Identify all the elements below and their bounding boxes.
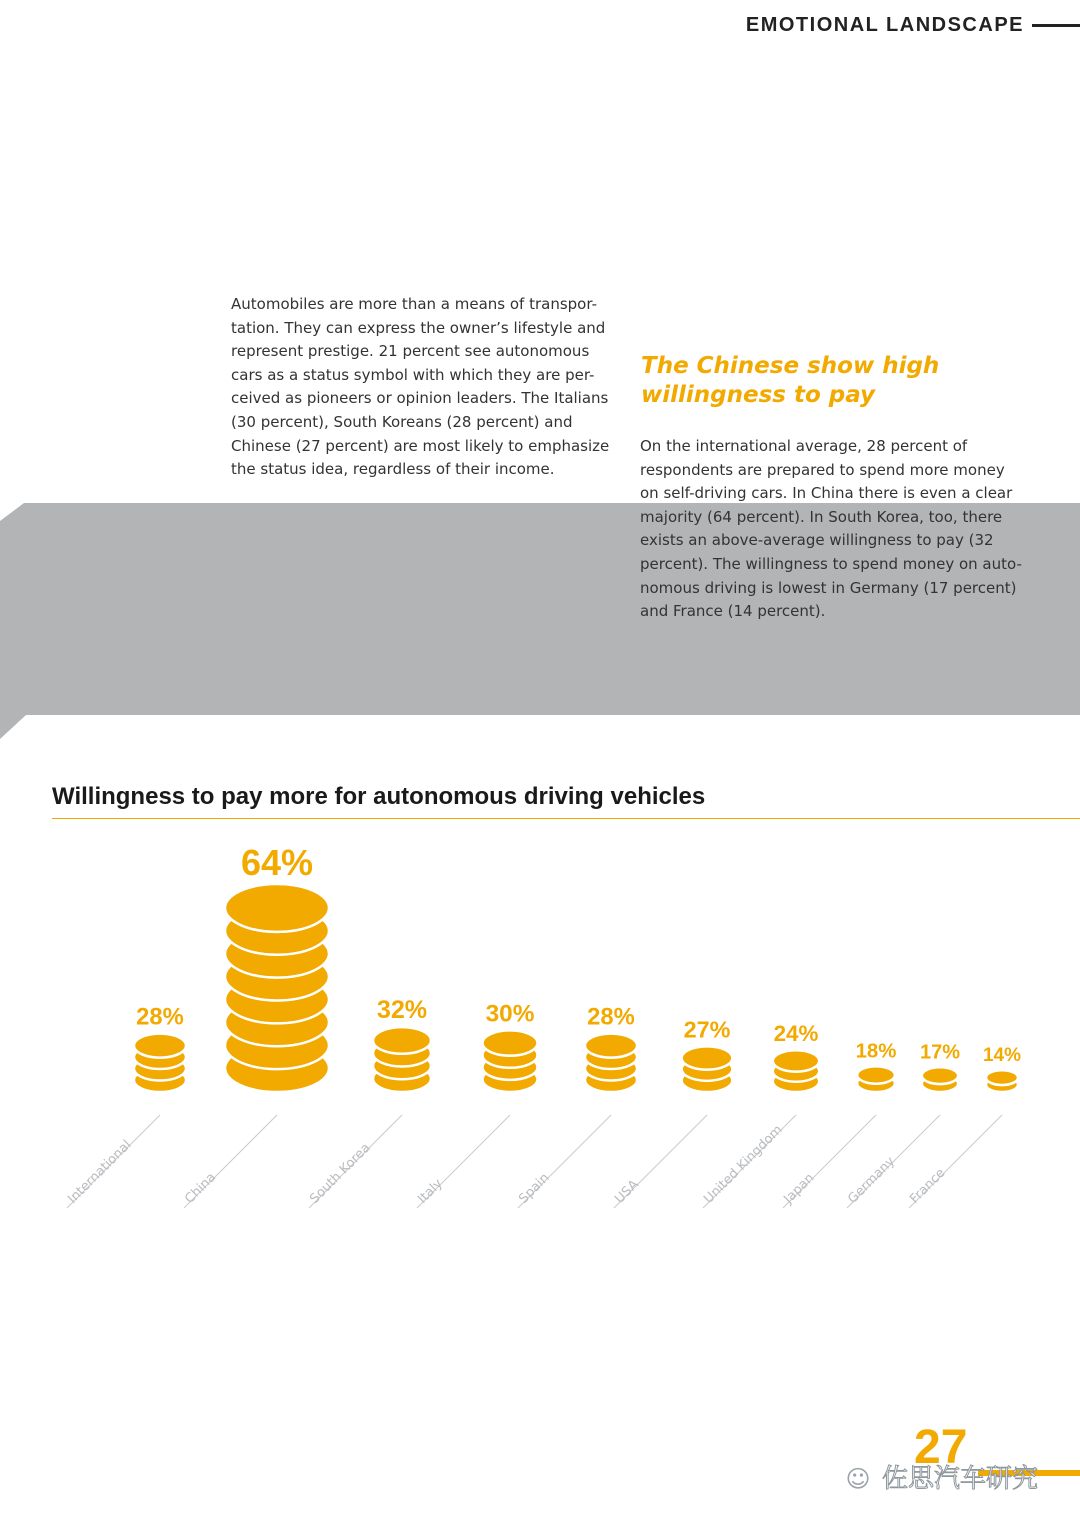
category-label: South Korea: [307, 1140, 374, 1207]
value-label: 64%: [240, 842, 314, 883]
value-label: 27%: [683, 1016, 731, 1043]
chart-title-rule: [52, 818, 1080, 819]
subheading: [641, 352, 1021, 410]
right-body-line: majority (64 percent). In South Korea, too, there: [640, 507, 1003, 526]
coin-chart: [0, 830, 1080, 1230]
right-body-line: on self-driving cars. In China there is even a clear: [640, 484, 1013, 503]
right-body-line: percent). The willingness to spend money on auto-: [640, 554, 1022, 573]
coin-top: [373, 1027, 431, 1054]
section-rule: [1032, 24, 1080, 27]
wechat-icon: ☺: [845, 1465, 871, 1493]
coin-top: [773, 1050, 819, 1071]
coin-stack: [225, 884, 329, 1092]
coin-stack: [857, 1066, 895, 1092]
coin-top: [922, 1067, 958, 1084]
value-label: 18%: [855, 1040, 897, 1063]
left-body-line: (30 percent), South Koreans (28 percent) and: [231, 412, 573, 431]
value-label: 14%: [982, 1045, 1022, 1067]
coin-top: [986, 1070, 1018, 1085]
gray-band-notch: [0, 715, 26, 739]
category-label: France: [907, 1165, 949, 1207]
coin-stack: [482, 1030, 537, 1092]
value-label: 28%: [587, 1003, 635, 1031]
left-body-line: cars as a status symbol with which they are per-: [231, 365, 595, 384]
chart-title: Willingness to pay more for autonomous driving vehicles: [52, 783, 706, 810]
left-body-line: tation. They can express the owner’s lifestyle and: [231, 318, 606, 337]
watermark: [840, 1460, 1050, 1500]
coin-top: [225, 884, 329, 932]
right-body-paragraph: [640, 435, 1035, 624]
coin-stack: [373, 1027, 431, 1092]
left-body-line: represent prestige. 21 percent see autonomous: [231, 342, 590, 361]
left-body-line: the status idea, regardless of their income.: [231, 460, 555, 479]
left-body-line: Automobiles are more than a means of transpor-: [231, 295, 597, 313]
coin-stack: [134, 1034, 186, 1092]
left-body-line: ceived as pioneers or opinion leaders. The Italians: [231, 389, 609, 408]
value-label: 24%: [773, 1021, 819, 1047]
page-number: 27: [914, 1421, 968, 1474]
category-label: China: [182, 1169, 220, 1207]
coin-stack: [773, 1050, 819, 1092]
value-label: 30%: [485, 1000, 535, 1028]
coin-stack: [922, 1067, 958, 1092]
category-label: USA: [612, 1177, 642, 1207]
coin-stack: [585, 1034, 637, 1092]
value-label: 32%: [376, 996, 428, 1025]
category-label: Germany: [845, 1153, 899, 1207]
coin-top: [585, 1034, 637, 1058]
category-label: Japan: [781, 1170, 818, 1207]
coin-top: [482, 1030, 537, 1055]
coin-top: [134, 1034, 186, 1058]
value-label: 28%: [136, 1003, 184, 1031]
right-body-line: and France (14 percent).: [640, 602, 826, 621]
category-label: International: [65, 1137, 135, 1207]
category-label: United Kingdom: [701, 1122, 786, 1207]
coin-top: [857, 1066, 895, 1083]
right-body-line: respondents are prepared to spend more money: [640, 460, 1005, 479]
watermark-text: 佐思汽车研究: [882, 1464, 1039, 1494]
section-title: EMOTIONAL LANDSCAPE: [745, 14, 1024, 36]
left-body-line: Chinese (27 percent) are most likely to emphasize: [231, 436, 610, 455]
category-label: Spain: [516, 1170, 553, 1207]
left-body-paragraph: [231, 293, 616, 482]
subheading-line: The Chinese show high: [641, 353, 940, 379]
subheading-line: willingness to pay: [641, 382, 876, 408]
category-label: Italy: [415, 1176, 446, 1207]
coin-top: [682, 1046, 733, 1069]
coin-stack: [986, 1070, 1018, 1092]
coin-stack: [682, 1046, 733, 1092]
right-body-line: exists an above-average willingness to pay (32: [640, 531, 994, 550]
value-label: 17%: [919, 1041, 961, 1064]
right-body-line: nomous driving is lowest in Germany (17 percent): [640, 578, 1017, 597]
right-body-line: On the international average, 28 percent of: [640, 437, 968, 455]
